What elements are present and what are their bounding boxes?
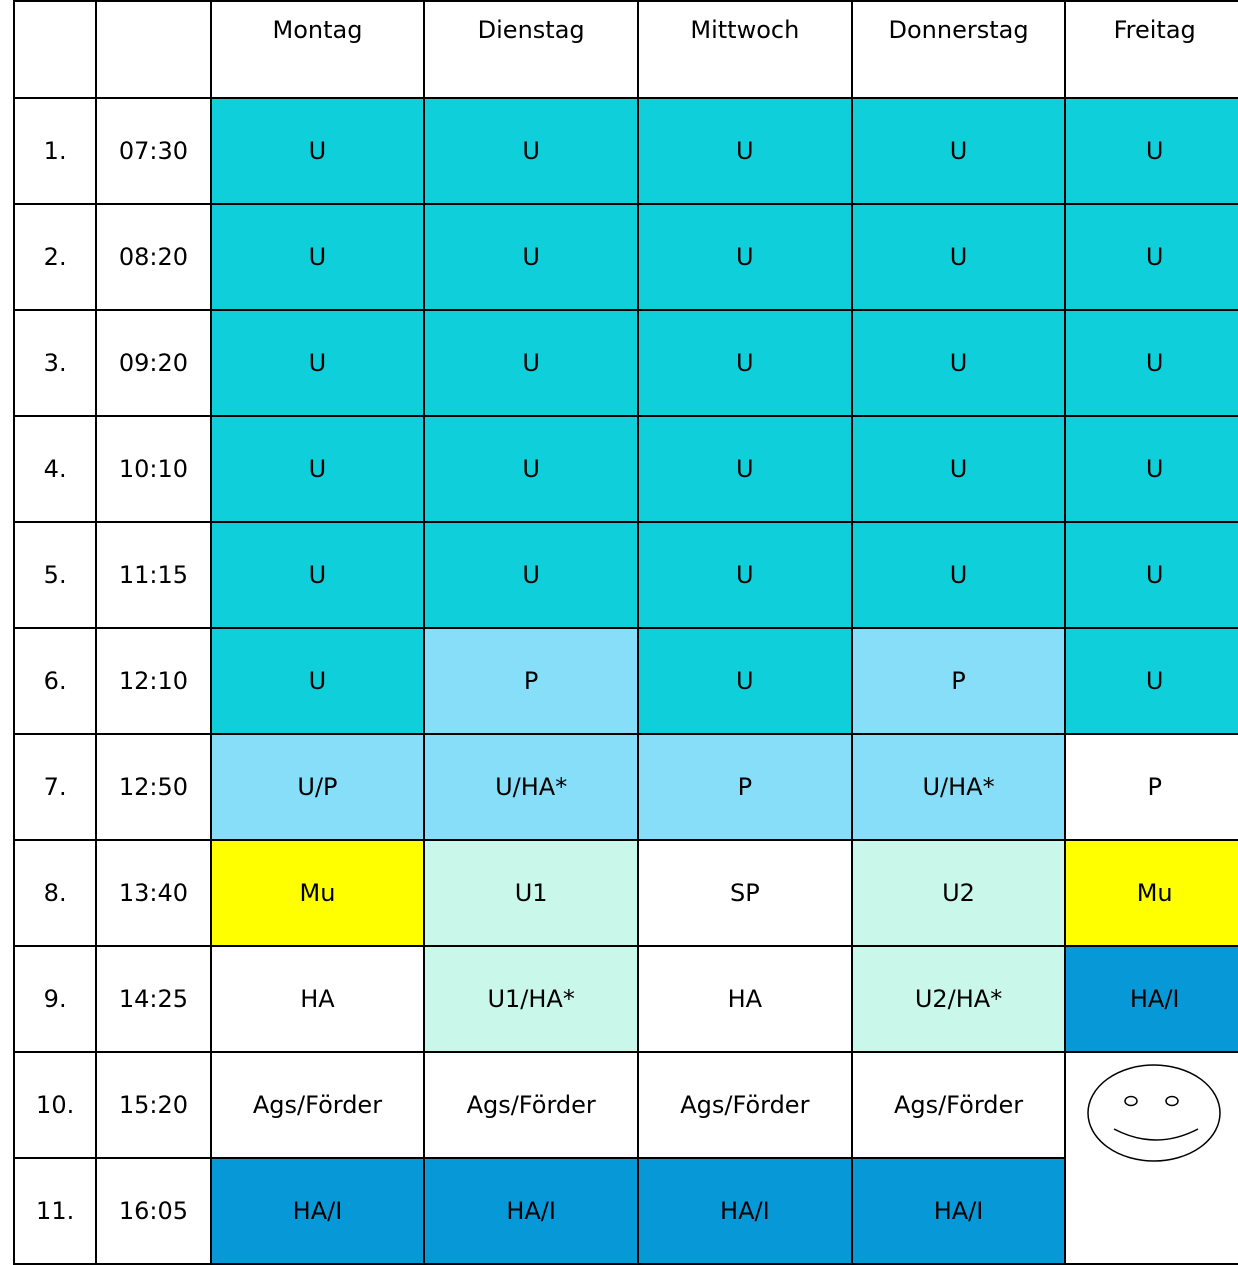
smiley-face-icon: [1086, 1061, 1226, 1171]
lesson-cell: U: [638, 310, 852, 416]
period-time: 10:10: [96, 416, 210, 522]
lesson-cell: HA/I: [211, 1158, 425, 1264]
period-time: 07:30: [96, 98, 210, 204]
period-time: 09:20: [96, 310, 210, 416]
lesson-cell: U2: [852, 840, 1066, 946]
lesson-cell: P: [424, 628, 638, 734]
lesson-cell: U/HA*: [852, 734, 1066, 840]
period-time: 15:20: [96, 1052, 210, 1158]
period-time: 11:15: [96, 522, 210, 628]
corner-cell-time: [96, 1, 210, 98]
period-time: 16:05: [96, 1158, 210, 1264]
lesson-cell: U: [638, 416, 852, 522]
lesson-cell: U1: [424, 840, 638, 946]
day-header-monday: Montag: [211, 1, 425, 98]
lesson-cell: U: [1065, 522, 1238, 628]
lesson-cell: U: [638, 628, 852, 734]
lesson-cell: U: [211, 310, 425, 416]
lesson-cell: P: [1065, 734, 1238, 840]
lesson-cell: HA/I: [852, 1158, 1066, 1264]
period-time: 08:20: [96, 204, 210, 310]
lesson-cell: U: [424, 522, 638, 628]
lesson-cell: U: [1065, 416, 1238, 522]
lesson-cell: U: [211, 98, 425, 204]
table-row: [14, 416, 1238, 522]
lesson-cell: U: [1065, 204, 1238, 310]
day-header-friday: Freitag: [1065, 1, 1238, 98]
table-row: [14, 946, 1238, 1052]
table-row: [14, 98, 1238, 204]
lesson-cell: Ags/Förder: [852, 1052, 1066, 1158]
lesson-cell: U: [852, 522, 1066, 628]
period-number: 9.: [14, 946, 96, 1052]
period-number: 6.: [14, 628, 96, 734]
period-number: 3.: [14, 310, 96, 416]
lesson-cell: U: [424, 310, 638, 416]
day-header-tuesday: Dienstag: [424, 1, 638, 98]
period-number: 10.: [14, 1052, 96, 1158]
period-number: 8.: [14, 840, 96, 946]
period-number: 1.: [14, 98, 96, 204]
lesson-cell: U: [1065, 628, 1238, 734]
lesson-cell: Mu: [1065, 840, 1238, 946]
lesson-cell: U: [852, 204, 1066, 310]
period-number: 4.: [14, 416, 96, 522]
lesson-cell: U: [638, 204, 852, 310]
lesson-cell: U: [1065, 310, 1238, 416]
table-row: [14, 1052, 1238, 1158]
lesson-cell: U: [211, 522, 425, 628]
table-row: [14, 734, 1238, 840]
lesson-cell: HA/I: [424, 1158, 638, 1264]
lesson-cell: U/P: [211, 734, 425, 840]
lesson-cell: HA: [638, 946, 852, 1052]
period-time: 12:50: [96, 734, 210, 840]
table-row: [14, 840, 1238, 946]
lesson-cell: U: [211, 204, 425, 310]
lesson-cell: U: [638, 98, 852, 204]
period-time: 12:10: [96, 628, 210, 734]
lesson-cell: U/HA*: [424, 734, 638, 840]
period-number: 11.: [14, 1158, 96, 1264]
lesson-cell: P: [852, 628, 1066, 734]
lesson-cell: U: [211, 628, 425, 734]
corner-cell-num: [14, 1, 96, 98]
table-row: [14, 1158, 1238, 1264]
header-row: [14, 1, 1238, 98]
period-number: 5.: [14, 522, 96, 628]
friday-free-cell: [1065, 1052, 1238, 1264]
period-time: 13:40: [96, 840, 210, 946]
lesson-cell: SP: [638, 840, 852, 946]
lesson-cell: U: [638, 522, 852, 628]
table-row: [14, 310, 1238, 416]
day-header-thursday: Donnerstag: [852, 1, 1066, 98]
lesson-cell: U: [424, 416, 638, 522]
lesson-cell: U: [424, 98, 638, 204]
timetable: [13, 0, 1238, 1265]
lesson-cell: U: [852, 416, 1066, 522]
lesson-cell: Mu: [211, 840, 425, 946]
lesson-cell: U: [1065, 98, 1238, 204]
lesson-cell: U2/HA*: [852, 946, 1066, 1052]
lesson-cell: U: [211, 416, 425, 522]
lesson-cell: P: [638, 734, 852, 840]
lesson-cell: U1/HA*: [424, 946, 638, 1052]
lesson-cell: U: [852, 310, 1066, 416]
day-header-wednesday: Mittwoch: [638, 1, 852, 98]
lesson-cell: Ags/Förder: [211, 1052, 425, 1158]
period-number: 2.: [14, 204, 96, 310]
lesson-cell: U: [424, 204, 638, 310]
table-row: [14, 522, 1238, 628]
lesson-cell: HA/I: [1065, 946, 1238, 1052]
period-number: 7.: [14, 734, 96, 840]
lesson-cell: Ags/Förder: [638, 1052, 852, 1158]
table-row: [14, 204, 1238, 310]
lesson-cell: HA/I: [638, 1158, 852, 1264]
period-time: 14:25: [96, 946, 210, 1052]
lesson-cell: U: [852, 98, 1066, 204]
table-row: [14, 628, 1238, 734]
lesson-cell: Ags/Förder: [424, 1052, 638, 1158]
lesson-cell: HA: [211, 946, 425, 1052]
